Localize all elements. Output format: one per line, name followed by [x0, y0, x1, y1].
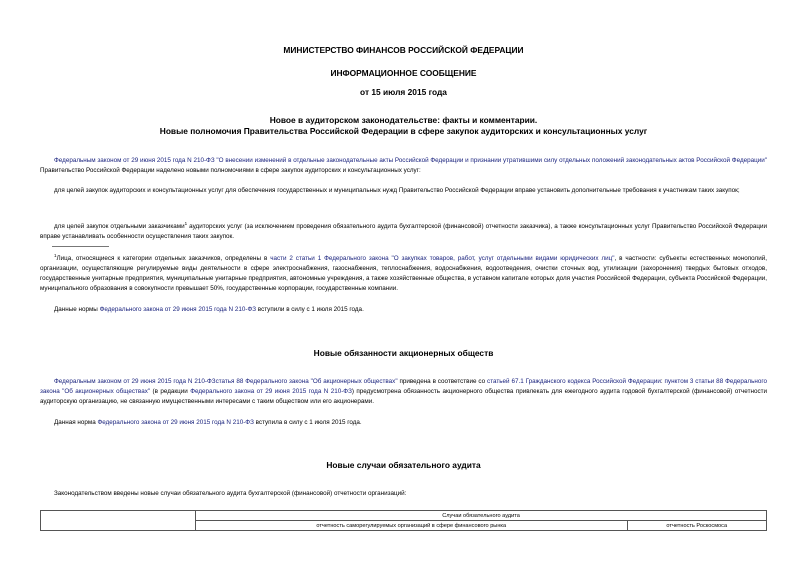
law-link[interactable]: Федеральным законом от 29 июня 2015 года N 210-ФЗ "О внесении изменений в отдельные законодательные акты Российской Федерации и признании утратившими силу отдельных положений законодательных актов Российской Федерации": [54, 157, 767, 164]
effective-note-1: [40, 305, 767, 315]
effective-note-2: [40, 418, 767, 428]
law-link-2[interactable]: Федеральным законом от 29 июня 2015 года N 210-ФЗ: [54, 378, 216, 385]
s2-text-1: приведена в соответствие со: [397, 378, 488, 385]
table-col-1: отчетность саморегулируемых организаций в сфере финансового рынка: [196, 521, 628, 531]
effective2-law-link[interactable]: Федерального закона от 29 июня 2015 года N 210-ФЗ: [97, 419, 254, 426]
audit-cases-table: [40, 510, 767, 531]
section-3-heading: Новые случаи обязательного аудита: [326, 460, 481, 470]
section-2-heading: Новые обязанности акционерных обществ: [313, 348, 494, 358]
effective2-text-a: Данная норма: [54, 419, 98, 426]
section-3-intro: Законодательством введены новые случаи обязательного аудита бухгалтерской (финансовой) отчетности организаций:: [54, 490, 407, 497]
doc-type: ИНФОРМАЦИОННОЕ СООБЩЕНИЕ: [330, 68, 477, 78]
footnote: [40, 251, 767, 294]
paragraph-3-text-b: аудиторских услуг (за исключением проведения обязательного аудита бухгалтерской (финансовой) отчетности заказчика), а также консультационных услуг Правительство Российской Федерации вправе устанавливать особенности осуществления таких закупок.: [40, 223, 767, 241]
footnote-divider: [52, 246, 109, 247]
effective2-text-b: вступила в силу с 1 июля 2015 года.: [253, 419, 362, 426]
law-link-3[interactable]: Федерального закона от 29 июня 2015 года N 210-ФЗ: [190, 388, 352, 395]
effective-text-a: Данные нормы: [54, 306, 100, 313]
paragraph-2: для целей закупок аудиторских и консультационных услуг для обеспечения государственных и муниципальных нужд Правительство Российской Федерации вправе установить дополнительные требования к участникам таких закупок;: [54, 187, 740, 194]
footnote-mark: 1: [54, 253, 57, 258]
footnote-text-b: , в частности: субъекты естественных монополий, организации, осуществляющие регулируемые виды деятельности в сфере электроснабжения, газоснабжения, теплоснабжения, водоснабжения, водоотведения, очистки сточных вод, утилизации (захоронения) твердых бытовых отходов, государственные унитарные предприятия, муниципальные унитарные предприятия, автономные учреждения, а также хозяйственные общества, в уставном капитале которых доля участия Российской Федерации, субъекта Российской Федерации, муниципального образования в совокупности превышает 50%, государственные корпорации, государственные компании.: [40, 255, 767, 293]
footnote-law-link[interactable]: части 2 статьи 1 Федерального закона "О закупках товаров, работ, услуг отдельными видами юридических лиц": [270, 255, 615, 263]
effective-text-b: вступили в силу с 1 июля 2015 года.: [256, 306, 364, 313]
jsc-clause-link[interactable]: пунктом 3 статьи 88 Федерального закона "Об акционерных обществах": [40, 378, 768, 395]
table-header: Случаи обязательного аудита: [196, 511, 767, 521]
ministry-title: МИНИСТЕРСТВО ФИНАНСОВ РОССИЙСКОЙ ФЕДЕРАЦИИ: [283, 45, 524, 55]
footnote-ref[interactable]: 1: [184, 221, 188, 226]
footnote-text-a: Лица, относящиеся к категории отдельных заказчиков, определены в: [56, 255, 271, 263]
table-empty-cell: [41, 511, 196, 531]
effective-law-link[interactable]: Федерального закона от 29 июня 2015 года N 210-ФЗ: [99, 306, 257, 313]
s2-text-4: ) предусмотрена обязанность акционерного общества привлекать для ежегодного аудита годовой бухгалтерской (финансовой) отчетности аудиторскую организацию, не связанную имущественными интересами с таким обществом или его акционерами.: [40, 388, 767, 405]
paragraph-1-text: Правительство Российской Федерации наделено новыми полномочиями в сфере закупок аудиторских и консультационных услуг:: [40, 167, 421, 174]
title-line-2: Новые полномочия Правительства Российской Федерации в сфере закупок аудиторских и консультационных услуг: [159, 126, 648, 136]
paragraph-3: [40, 219, 767, 242]
s2-text-3: (в редакции: [150, 388, 191, 395]
table-col-2: отчетность Роскосмоса: [627, 521, 767, 531]
title-line-1: Новое в аудиторском законодательстве: факты и комментарии.: [269, 115, 538, 125]
civil-code-link[interactable]: статьей 67.1 Гражданского кодекса Российской Федерации: [487, 378, 661, 385]
s2-text-2: :: [660, 378, 665, 385]
doc-date: от 15 июля 2015 года: [360, 87, 447, 97]
paragraph-1: [40, 156, 767, 176]
section-2-paragraph: [40, 377, 767, 407]
paragraph-3-text-a: для целей закупок отдельными заказчиками: [54, 223, 185, 231]
jsc-article-link[interactable]: статья 88 Федерального закона "Об акционерных обществах": [215, 378, 398, 385]
